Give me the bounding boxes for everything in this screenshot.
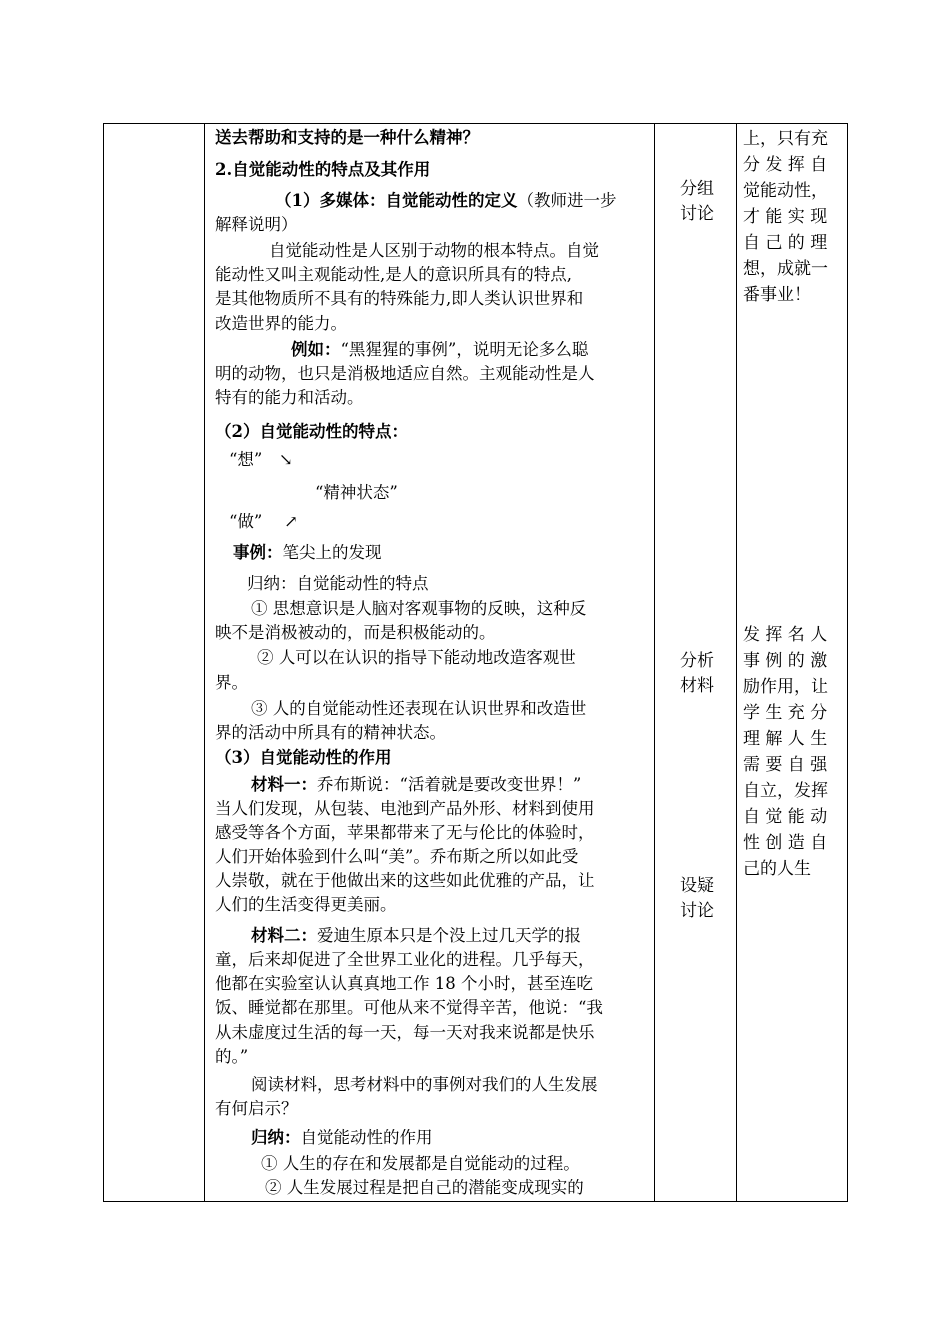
text-line xyxy=(275,189,616,213)
section-heading: 2.自觉能动性的特点及其作用 xyxy=(215,160,431,179)
intent-line: 发 挥 名 人 xyxy=(743,625,828,645)
label-case: 事例： xyxy=(233,543,283,562)
intent-line: 才 能 实 现 xyxy=(743,207,828,227)
text-line xyxy=(251,924,581,948)
text-span: 爱迪生原本只是个没上过几天学的报 xyxy=(317,926,581,945)
subheading: （3）自觉能动性的作用 xyxy=(215,748,392,767)
intent-line: 上，只有充 xyxy=(743,129,828,149)
intent-line: 自 觉 能 动 xyxy=(743,807,828,827)
activity-label: 分组 xyxy=(680,179,714,199)
activity-label: 分析 xyxy=(680,651,714,671)
text-line: 人们的生活变得更美丽。 xyxy=(215,895,397,914)
column-divider xyxy=(736,124,737,1201)
label-summary: 归纳： xyxy=(251,1128,301,1147)
label-material-1: 材料一： xyxy=(251,775,317,794)
text-line xyxy=(251,773,581,797)
text-span: 笔尖上的发现 xyxy=(282,543,382,562)
text-line: 人们开始体验到什么叫“美”。乔布斯之所以如此受 xyxy=(215,847,579,866)
text-line: 阅读材料，思考材料中的事例对我们的人生发展 xyxy=(251,1075,598,1094)
text-line: 改造世界的能力。 xyxy=(215,314,347,333)
intent-line: 需 要 自 强 xyxy=(743,755,828,775)
text-span: （教师进一步 xyxy=(517,191,617,210)
text-line: 饭、睡觉都在那里。可他从来不觉得辛苦，他说：“我 xyxy=(215,998,603,1017)
text-line: ② 人可以在认识的指导下能动地改造客观世 xyxy=(257,648,576,667)
text-line xyxy=(251,1126,433,1150)
text-line: “想” ↘ xyxy=(229,450,293,469)
text-line: 界。 xyxy=(215,673,248,692)
intent-line: 性 创 造 自 xyxy=(743,833,828,853)
intent-line: 想，成就一 xyxy=(743,259,828,279)
text-line: 界的活动中所具有的精神状态。 xyxy=(215,723,446,742)
text-line: 送去帮助和支持的是一种什么精神？ xyxy=(215,128,479,147)
intent-line: 励作用，让 xyxy=(743,677,828,697)
text-line xyxy=(291,338,588,362)
text-line xyxy=(233,541,382,565)
activity-label: 讨论 xyxy=(680,204,714,224)
activity-label: 讨论 xyxy=(680,901,714,921)
text-line: ③ 人的自觉能动性还表现在认识世界和改造世 xyxy=(251,699,587,718)
intent-line: 理 解 人 生 xyxy=(743,729,828,749)
intent-line: 分 发 挥 自 xyxy=(743,155,828,175)
intent-line: 事 例 的 激 xyxy=(743,651,828,671)
text-line: “精神状态” xyxy=(315,483,398,502)
text-line: 归纳：自觉能动性的特点 xyxy=(247,574,429,593)
text-line: “做” ↗ xyxy=(229,512,298,531)
text-line: 明的动物，也只是消极地适应自然。主观能动性是人 xyxy=(215,364,595,383)
text-span: 乔布斯说：“活着就是要改变世界！” xyxy=(317,775,582,794)
text-span: “黑猩猩的事例”，说明无论多么聪 xyxy=(340,340,589,359)
text-line: 解释说明） xyxy=(215,215,298,234)
text-line: 童，后来却促进了全世界工业化的进程。几乎每天， xyxy=(215,950,595,969)
intent-line: 己的人生 xyxy=(743,859,811,879)
text-line: 感受等各个方面，苹果都带来了无与伦比的体验时， xyxy=(215,823,595,842)
text-line: 自觉能动性是人区别于动物的根本特点。自觉 xyxy=(269,241,599,260)
label-example: 例如： xyxy=(291,340,341,359)
text-line: 能动性又叫主观能动性,是人的意识所具有的特点, xyxy=(215,265,572,284)
column-divider xyxy=(654,124,655,1201)
text-line: 从未虚度过生活的每一天，每一天对我来说都是快乐 xyxy=(215,1023,595,1042)
column-divider xyxy=(204,124,205,1201)
subheading: （1）多媒体：自觉能动性的定义 xyxy=(275,191,518,210)
subheading: （2）自觉能动性的特点： xyxy=(215,422,408,441)
text-line: 当人们发现，从包装、电池到产品外形、材料到使用 xyxy=(215,799,595,818)
intent-line: 觉能动性， xyxy=(743,181,828,201)
text-span: 自觉能动性的作用 xyxy=(300,1128,433,1147)
text-line: 特有的能力和活动。 xyxy=(215,388,364,407)
intent-line: 番事业！ xyxy=(743,285,811,305)
text-line: ① 人生的存在和发展都是自觉能动的过程。 xyxy=(261,1154,580,1173)
text-line: 他都在实验室认认真真地工作 18 个小时，甚至连吃 xyxy=(215,974,593,993)
intent-line: 自 己 的 理 xyxy=(743,233,828,253)
text-line: 人崇敬，就在于他做出来的这些如此优雅的产品，让 xyxy=(215,871,595,890)
text-line: ① 思想意识是人脑对客观事物的反映，这种反 xyxy=(251,599,587,618)
activity-label: 设疑 xyxy=(680,876,714,896)
text-line: 映不是消极被动的，而是积极能动的。 xyxy=(215,623,496,642)
text-line: 的。” xyxy=(215,1047,249,1066)
text-line: 有何启示？ xyxy=(215,1099,298,1118)
text-line: 是其他物质所不具有的特殊能力,即人类认识世界和 xyxy=(215,289,584,308)
intent-line: 学 生 充 分 xyxy=(743,703,828,723)
text-line: ② 人生发展过程是把自己的潜能变成现实的 xyxy=(265,1178,584,1197)
intent-line: 自立，发挥 xyxy=(743,781,828,801)
label-material-2: 材料二： xyxy=(251,926,317,945)
activity-label: 材料 xyxy=(680,676,714,696)
